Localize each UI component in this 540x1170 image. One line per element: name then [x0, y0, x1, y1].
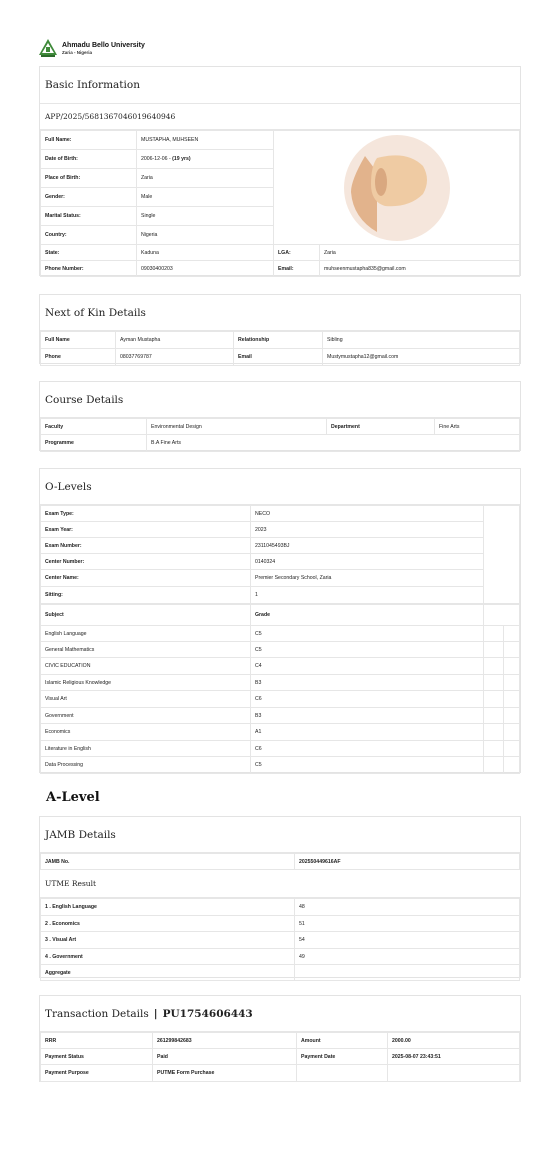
- table-row: [41, 675, 520, 691]
- o-levels-info-table: [40, 505, 520, 604]
- utme-score: 54: [295, 932, 520, 949]
- course-details-card: [39, 381, 521, 451]
- table-row: [41, 658, 520, 675]
- next-of-kin-table: [40, 331, 520, 366]
- payment-purpose-label: Payment Purpose: [41, 1065, 153, 1082]
- table-row: [41, 949, 520, 965]
- department-value: Fine Arts: [435, 419, 520, 435]
- row-spacer: [504, 691, 520, 708]
- payment-status-label: Payment Status: [41, 1049, 153, 1065]
- amount-label: Amount: [297, 1033, 388, 1049]
- row-spacer: [504, 675, 520, 691]
- gender-value: Male: [137, 188, 274, 207]
- table-row: [41, 642, 520, 658]
- utme-subject: 3 . Visual Art: [41, 932, 295, 949]
- avatar: [337, 132, 457, 244]
- kin-phone-value: 08037769787: [116, 349, 234, 366]
- aggregate-value: [295, 965, 520, 981]
- university-name: Ahmadu Bello University: [62, 41, 145, 49]
- utme-score: 49: [295, 949, 520, 965]
- full-name-label: Full Name:: [41, 131, 137, 150]
- row-spacer: [484, 757, 504, 774]
- subject-grade: B3: [251, 708, 484, 724]
- payment-date-value: 2025-08-07 23:43:51: [388, 1049, 520, 1065]
- jamb-no-value: 202550449616AF: [295, 854, 520, 870]
- o-levels-title: O-Levels: [40, 469, 520, 505]
- aggregate-label: Aggregate: [41, 965, 295, 981]
- row-spacer: [504, 724, 520, 741]
- subject-grade: C5: [251, 626, 484, 642]
- sitting-value: 1: [251, 587, 484, 604]
- dob-value: [137, 150, 274, 169]
- amount-value: 2000.00: [388, 1033, 520, 1049]
- row-spacer: [504, 757, 520, 774]
- utme-subject: 4 . Government: [41, 949, 295, 965]
- exam-type-label: Exam Type:: [41, 506, 251, 522]
- kin-email-label: Email: [234, 349, 323, 366]
- kin-email-value: Mustymustapha12@gmail.com: [323, 349, 520, 366]
- exam-year-value: 2023: [251, 522, 484, 538]
- utme-score: 48: [295, 899, 520, 916]
- row-spacer: [484, 626, 504, 642]
- department-label: Department: [327, 419, 435, 435]
- transaction-details-title: [40, 996, 520, 1032]
- rrr-label: RRR: [41, 1033, 153, 1049]
- table-row: [41, 626, 520, 642]
- exam-number-label: Exam Number:: [41, 538, 251, 554]
- center-number-label: Center Number:: [41, 554, 251, 570]
- subject-name: Data Processing: [41, 757, 251, 774]
- place-of-birth-value: Zaria: [137, 169, 274, 188]
- dob-date: 2006-12-06 -: [141, 156, 171, 162]
- table-row: [41, 724, 520, 741]
- subject-name: CIVIC EDUCATION: [41, 658, 251, 675]
- faculty-value: Environmental Design: [147, 419, 327, 435]
- transaction-title-text: Transaction Details: [45, 1007, 149, 1020]
- transaction-table: [40, 1032, 520, 1082]
- page-header: [38, 38, 145, 58]
- exam-number-value: 2311045493BJ: [251, 538, 484, 554]
- center-name-label: Center Name:: [41, 570, 251, 587]
- utme-result-table: [40, 898, 520, 981]
- payment-purpose-value: PUTME Form Purchase: [153, 1065, 297, 1082]
- phone-value: 09030400203: [137, 261, 274, 277]
- email-value: muhseenmustapha835@gmail.com: [320, 261, 520, 277]
- transaction-details-card: [39, 995, 521, 1082]
- basic-information-table: [40, 130, 520, 277]
- subject-name: Economics: [41, 724, 251, 741]
- subject-grade: B3: [251, 675, 484, 691]
- jamb-details-title: JAMB Details: [40, 817, 520, 853]
- jamb-no-label: JAMB No.: [41, 854, 295, 870]
- utme-subject: 1 . English Language: [41, 899, 295, 916]
- row-spacer: [484, 642, 504, 658]
- table-row: [41, 932, 520, 949]
- center-number-value: 0140324: [251, 554, 484, 570]
- row-spacer: [484, 691, 504, 708]
- subject-name: General Mathematics: [41, 642, 251, 658]
- subject-grade: C4: [251, 658, 484, 675]
- payment-status-value: Paid: [153, 1049, 297, 1065]
- center-name-value: Premier Secondary School, Zaria: [251, 570, 484, 587]
- programme-label: Programme: [41, 435, 147, 452]
- kin-relationship-value: Sibling: [323, 332, 520, 349]
- row-spacer: [484, 741, 504, 757]
- subject-name: English Language: [41, 626, 251, 642]
- subject-name: Government: [41, 708, 251, 724]
- sitting-label: Sitting:: [41, 587, 251, 604]
- subject-grade: C5: [251, 757, 484, 774]
- subject-grade: C6: [251, 691, 484, 708]
- grade-header: Grade: [251, 605, 484, 626]
- kin-full-name-value: Ayman Mustapha: [116, 332, 234, 349]
- subject-name: Literature in English: [41, 741, 251, 757]
- place-of-birth-label: Place of Birth:: [41, 169, 137, 188]
- phone-label: Phone Number:: [41, 261, 137, 277]
- programme-value: B.A Fine Arts: [147, 435, 520, 452]
- marital-status-value: Single: [137, 207, 274, 226]
- country-value: Nigeria: [137, 226, 274, 245]
- state-label: State:: [41, 245, 137, 261]
- exam-year-label: Exam Year:: [41, 522, 251, 538]
- table-row: [41, 916, 520, 932]
- marital-status-label: Marital Status:: [41, 207, 137, 226]
- kin-relationship-label: Relationship: [234, 332, 323, 349]
- dob-label: Date of Birth:: [41, 150, 137, 169]
- kin-full-name-label: Full Name: [41, 332, 116, 349]
- subject-header: Subject: [41, 605, 251, 626]
- subject-grade: A1: [251, 724, 484, 741]
- table-row: [41, 691, 520, 708]
- transaction-separator: |: [153, 1007, 158, 1020]
- transaction-reference: PU1754606443: [162, 1007, 253, 1020]
- gender-label: Gender:: [41, 188, 137, 207]
- o-levels-info-spacer: [484, 506, 520, 604]
- application-number: APP/2025/5681367046019640946: [40, 104, 520, 130]
- payment-date-label: Payment Date: [297, 1049, 388, 1065]
- course-details-title: Course Details: [40, 382, 520, 418]
- full-name-value: MUSTAPHA, MUHSEEN: [137, 131, 274, 150]
- row-spacer: [504, 626, 520, 642]
- email-label: Email:: [274, 261, 320, 277]
- faculty-label: Faculty: [41, 419, 147, 435]
- basic-information-title: Basic Information: [40, 67, 520, 104]
- a-level-heading: A-Level: [46, 790, 100, 805]
- subject-name: Visual Art: [41, 691, 251, 708]
- row-spacer: [504, 642, 520, 658]
- utme-result-title: UTME Result: [40, 870, 520, 898]
- jamb-number-table: [40, 853, 520, 870]
- country-label: Country:: [41, 226, 137, 245]
- table-row: [41, 708, 520, 724]
- row-spacer: [504, 741, 520, 757]
- next-of-kin-title: Next of Kin Details: [40, 295, 520, 331]
- table-row: [41, 899, 520, 916]
- subject-grade: C6: [251, 741, 484, 757]
- state-value: Kaduna: [137, 245, 274, 261]
- jamb-details-card: [39, 816, 521, 978]
- rrr-value: 261299842683: [153, 1033, 297, 1049]
- utme-score: 51: [295, 916, 520, 932]
- row-spacer: [484, 708, 504, 724]
- subject-header-spacer: [484, 605, 520, 626]
- row-spacer: [504, 708, 520, 724]
- table-row: [41, 741, 520, 757]
- row-spacer: [504, 658, 520, 675]
- row-spacer: [484, 724, 504, 741]
- row-spacer: [484, 658, 504, 675]
- university-location: Zaria - Nigeria: [62, 49, 93, 55]
- basic-information-card: [39, 66, 521, 276]
- utme-subject: 2 . Economics: [41, 916, 295, 932]
- o-levels-subjects-table: [40, 604, 520, 774]
- o-levels-card: [39, 468, 521, 773]
- lga-value: Zaria: [320, 245, 520, 261]
- table-row: [41, 757, 520, 774]
- subject-grade: C5: [251, 642, 484, 658]
- row-spacer: [484, 675, 504, 691]
- dob-age: (19 yrs): [172, 156, 191, 162]
- subject-name: Islamic Religious Knowledge: [41, 675, 251, 691]
- passport-photo: [274, 131, 520, 245]
- transaction-spacer: [388, 1065, 520, 1082]
- kin-phone-label: Phone: [41, 349, 116, 366]
- next-of-kin-card: [39, 294, 521, 364]
- exam-type-value: NECO: [251, 506, 484, 522]
- lga-label: LGA:: [274, 245, 320, 261]
- course-details-table: [40, 418, 520, 452]
- transaction-spacer: [297, 1065, 388, 1082]
- university-logo-icon: [38, 38, 58, 58]
